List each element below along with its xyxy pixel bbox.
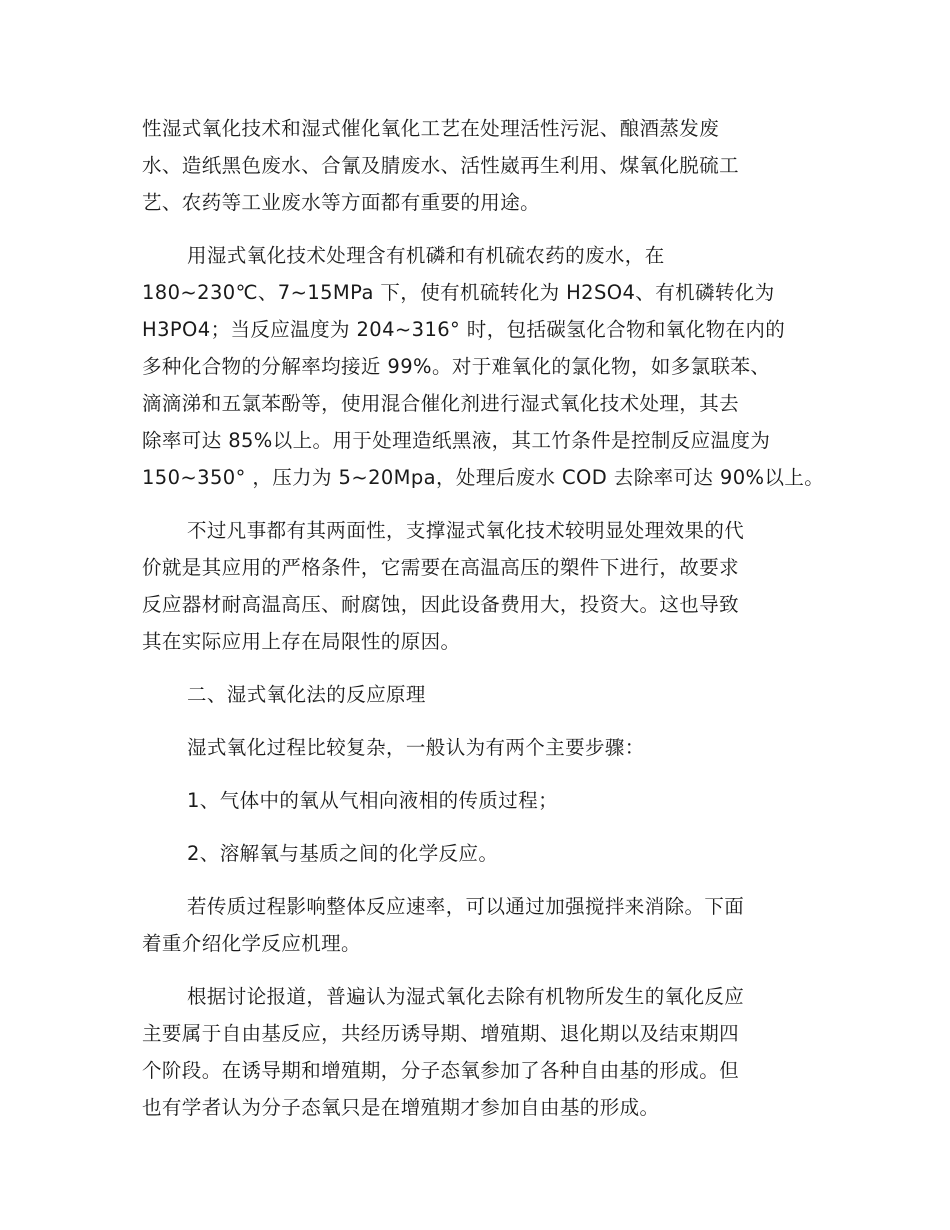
text-line: 艺、农药等工业废水等方面都有重要的用途。	[142, 191, 541, 214]
section-heading	[142, 676, 810, 713]
text-line: 若传质过程影响整体反应速率，可以通过加强搅拌来消除。下面	[187, 895, 745, 918]
text-line: 除率可达 85%以上。用于处理造纸黑液，其工竹条件是控制反应温度为	[142, 429, 771, 452]
text-line: 也有学者认为分子态氧只是在增殖期才参加自由基的形成。	[142, 1096, 660, 1119]
text-line: 价就是其应用的严格条件，它需要在高温高压的槊件下进行，故要求	[142, 556, 740, 579]
text-line: 反应器材耐高温高压、耐腐蚀，因此设备费用大，投资大。这也导致	[142, 593, 740, 616]
text-line: 150~350° ，压力为 5~20Mpa，处理后废水 COD 去除率可达 90%以上。	[142, 466, 825, 489]
text-line: 根据讨论报道，普遍认为湿式氧化去除有机物所发生的氧化反应	[187, 985, 745, 1008]
paragraph-reaction-mechanism	[142, 978, 810, 1126]
paragraph-pesticide-treatment	[142, 237, 825, 496]
text-line: 个阶段。在诱导期和增殖期，分子态氧参加了各种自由基的形成。但	[142, 1059, 740, 1082]
text-line: 性湿式氧化技术和湿式催化氧化工艺在处理活性污泥、酿酒蒸发废	[142, 117, 720, 140]
text-line: 多种化合物的分解率均接近 99%。对于难氧化的氯化物，如多氯联苯、	[142, 355, 771, 378]
heading-line: 二、湿式氧化法的反应原理	[187, 683, 426, 706]
text-line: 滴滴涕和五氯苯酚等，使用混合催化剂进行湿式氧化技术处理，其去	[142, 392, 740, 415]
document-body	[142, 110, 825, 1126]
text-line: 主要属于自由基反应，共经历诱导期、增殖期、退化期以及结束期四	[142, 1022, 740, 1045]
text-line: 湿式氧化过程比较复杂，一般认为有两个主要步骤：	[187, 736, 645, 759]
text-line: 2、溶解氧与基质之间的化学反应。	[187, 842, 499, 865]
text-line: 180~230℃、7~15MPa 下，使有机硫转化为 H2SO4、有机磷转化为	[142, 281, 775, 304]
paragraph-mass-transfer	[142, 888, 810, 962]
paragraph-process-intro	[142, 729, 810, 766]
paragraph-applications	[142, 110, 810, 221]
text-line: 1、气体中的氧从气相向液相的传质过程；	[187, 789, 559, 812]
text-line: 其在实际应用上存在局限性的原因。	[142, 630, 461, 653]
text-line: H3PO4；当反应温度为 204~316° 时，包括碳氢化合物和氧化物在内的	[142, 318, 786, 341]
text-line: 水、造纸黑色废水、合氰及腈废水、活性崴再生利用、煤氧化脱硫工	[142, 154, 740, 177]
list-item-step-1	[142, 782, 810, 819]
paragraph-limitations	[142, 512, 810, 660]
list-item-step-2	[142, 835, 810, 872]
text-line: 不过凡事都有其两面性，支撑湿式氧化技术较明显处理效果的代	[187, 519, 745, 542]
text-line: 着重介绍化学反应机理。	[142, 932, 361, 955]
text-line: 用湿式氧化技术处理含有机磷和有机硫农药的废水，在	[187, 244, 665, 267]
